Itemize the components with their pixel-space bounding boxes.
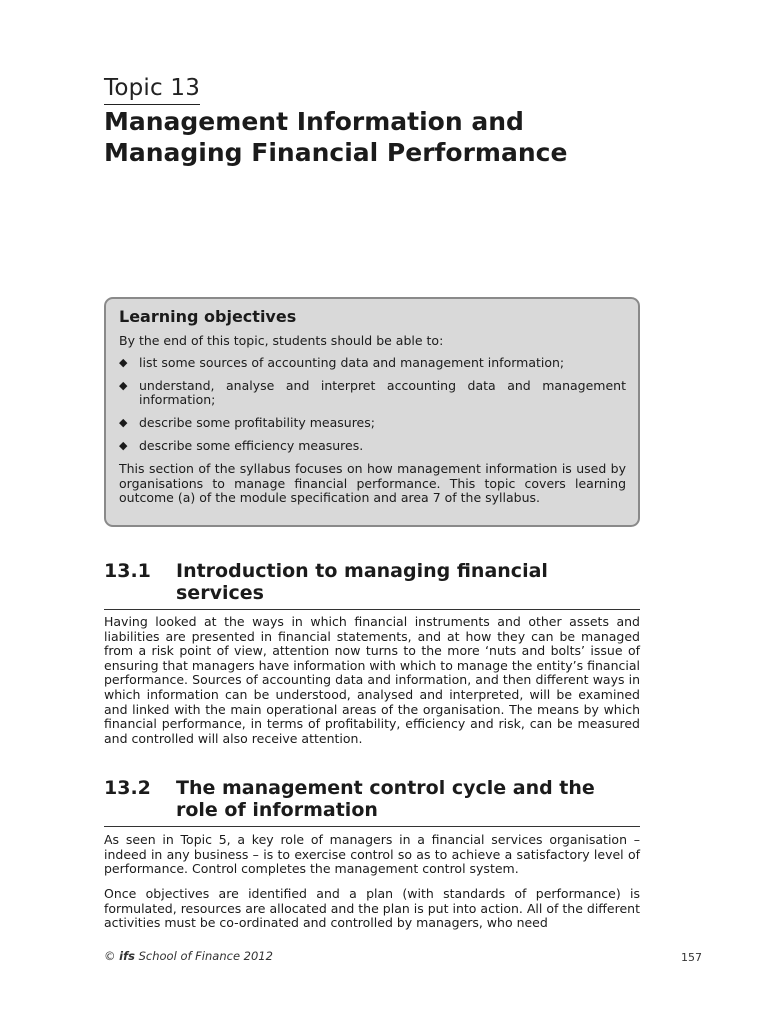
section-title <box>176 560 640 604</box>
chapter-title-line-2: Managing Financial Performance <box>104 138 568 167</box>
objective-text: describe some efficiency measures. <box>139 438 364 453</box>
chapter-title <box>104 106 664 168</box>
objectives-note: This section of the syllabus focuses on how management information is used by organisations to manage financial performance. This topic covers learning outcome (a) of the module specification and area 7 of the syllabus. <box>119 461 626 505</box>
body-paragraph: Having looked at the ways in which financial instruments and other assets and liabilities are presented in financial statements, and at how they can be managed from a risk point of view, attention now turns to the more ‘nuts and bolts’ issue of ensuring that managers have information with which to manage the entity’s financial performance. Sources of accounting data and information, and then different ways in which information can be understood, analysed and interpreted, will be examined and linked with the main operational areas of the organisation. The means by which financial performance, in terms of profitability, efficiency and risk, can be measured and controlled will also receive attention. <box>104 614 640 746</box>
section-heading <box>104 777 640 827</box>
footer-copyright <box>104 949 273 963</box>
chapter-title-line-1: Management Information and <box>104 107 524 136</box>
diamond-bullet-icon: ◆ <box>119 416 128 429</box>
section-title-line-1: Introduction to managing financial <box>176 560 548 582</box>
objective-item <box>119 416 626 430</box>
brand-logo: ifs <box>119 949 135 963</box>
page-number: 157 <box>681 951 702 964</box>
section-number: 13.2 <box>104 777 151 799</box>
objective-text: list some sources of accounting data and management information; <box>139 355 565 370</box>
diamond-bullet-icon: ◆ <box>119 439 128 452</box>
objectives-heading: Learning objectives <box>119 307 297 326</box>
objective-text: understand, analyse and interpret accounting data and management information; <box>139 378 626 407</box>
objectives-list <box>119 356 626 453</box>
body-paragraph: As seen in Topic 5, a key role of managers in a financial services organisation – indeed in any business – is to exercise control so as to achieve a satisfactory level of performance. Control completes the management control system. <box>104 832 640 877</box>
learning-objectives-box <box>104 297 640 527</box>
section-title <box>176 777 640 821</box>
body-paragraph: Once objectives are identified and a plan (with standards of performance) is formulated, resources are allocated and the plan is put into action. All of the different activities must be co-ordinated and controlled by managers, who need <box>104 886 640 931</box>
objective-text: describe some profitability measures; <box>139 415 375 430</box>
objective-item <box>119 439 626 453</box>
section-title-line-2: role of information <box>176 799 378 821</box>
objective-item <box>119 379 626 407</box>
school-name: School of Finance 2012 <box>138 949 273 963</box>
diamond-bullet-icon: ◆ <box>119 356 128 369</box>
diamond-bullet-icon: ◆ <box>119 379 128 392</box>
objective-item <box>119 356 626 370</box>
section-title-line-1: The management control cycle and the <box>176 777 595 799</box>
objectives-intro: By the end of this topic, students should be able to: <box>119 333 444 348</box>
topic-label: Topic 13 <box>104 74 200 105</box>
section-number: 13.1 <box>104 560 151 582</box>
section-heading <box>104 560 640 610</box>
copyright-icon: © <box>104 949 116 963</box>
section-title-line-2: services <box>176 582 264 604</box>
